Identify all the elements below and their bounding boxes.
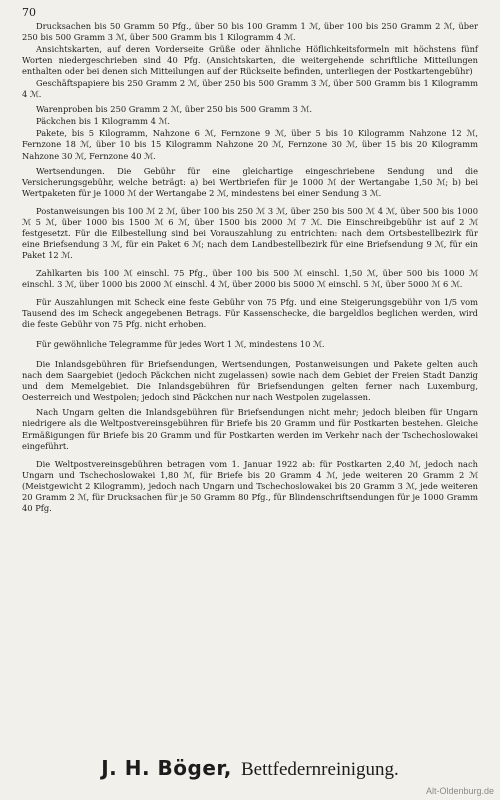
paragraph-geschaeftspapiere: Geschäftspapiere bis 250 Gramm 2 ℳ, über 250 bis 500 Gramm 3 ℳ, über 500 Gramm bis 1 Kilogramm 4 ℳ. [22,78,478,100]
paragraph-warenproben: Warenproben bis 250 Gramm 2 ℳ, über 250 bis 500 Gramm 3 ℳ. [36,104,313,115]
page-number: 70 [22,6,36,19]
paragraph-inlandsgebuehren: Die Inlandsgebühren für Briefsendungen, Wertsendungen, Postanweisungen und Pakete gelten auch nach dem Saargebiet (jedoch Päckchen nicht zugelassen) sowie nach dem Gebiet der Freien Stadt Danzig und dem Memelgebiet. Die Inlandsgebühren für Briefsendungen gelten ferner nach Luxemburg, Oesterreich und Westpolen; jedoch sind Päckchen nur nach Westpolen zugelassen. [22,359,478,403]
advertiser-name: J. H. Böger, [101,756,232,780]
paragraph-ansichtskarten: Ansichtskarten, auf deren Vorderseite Grüße oder ähnliche Höflichkeitsformeln mit höchstens fünf Worten niedergeschrieben sind 40 Pfg. (Ansichtskarten, die weitergehende schriftliche Mitteilungen enthalten oder bei denen sich Mitteilungen auf der Rückseite befinden, unterliegen der Postkartengebühr) [22,44,478,77]
paragraph-postanweisungen: Postanweisungen bis 100 ℳ 2 ℳ, über 100 bis 250 ℳ 3 ℳ, über 250 bis 500 ℳ 4 ℳ, über 500 bis 1000 ℳ 5 ℳ, über 1000 bis 1500 ℳ 6 ℳ, über 1500 bis 2000 ℳ 7 ℳ. Die Einschreibgebühr ist auf 2 ℳ festgesetzt. Für die Eilbestellung sind bei Vorauszahlung zu entrichten: nach dem Ortsbestellbezirk für eine Briefsendung 3 ℳ, für ein Paket 6 ℳ; nach dem Landbestellbezirk für eine Briefsendung 9 ℳ, für ein Paket 12 ℳ. [22,205,478,260]
paragraph-weltpostverein: Die Weltpostvereinsgebühren betragen vom 1. Januar 1922 ab: für Postkarten 2,40 ℳ, jedoch nach Ungarn und Tschechoslowakei 1,80 ℳ, für Briefe bis 20 Gramm 4 ℳ, jede weiteren 20 Gramm 2 ℳ (Meistgewicht 2 Kilogramm), jedoch nach Ungarn und Tschechoslowakei bis 20 Gramm 3 ℳ, jede weiteren 20 Gramm 2 ℳ, für Drucksachen für je 50 Gramm 80 Pfg., für Blindenschriftsendungen für je 1000 Gramm 40 Pfg. [22,458,478,513]
paragraph-wertsendungen: Wertsendungen. Die Gebühr für eine gleichartige eingeschriebene Sendung und die Versicherungsgebühr, welche beträgt: a) bei Wertbriefen für je 1000 ℳ der Wertangabe 1,50 ℳ; b) bei Wertpaketen für je 1000 ℳ der Wertangabe 2 ℳ, mindestens bei einer Sendung 3 ℳ. [22,165,478,198]
paragraph-auszahlungen: Für Auszahlungen mit Scheck eine feste Gebühr von 75 Pfg. und eine Steigerungsgebühr von 1/5 vom Tausend des im Scheck angegebenen Betrags. Für Kassenschecke, die bargeldlos beglichen werden, wird die feste Gebühr von 75 Pfg. nicht erhoben. [22,297,478,330]
paragraph-pakete: Pakete, bis 5 Kilogramm, Nahzone 6 ℳ, Fernzone 9 ℳ, über 5 bis 10 Kilogramm Nahzone 12 ℳ, Fernzone 18 ℳ, über 10 bis 15 Kilogramm Nahzone 20 ℳ, Fernzone 30 ℳ, über 15 bis 20 Kilogramm Nahzone 30 ℳ, Fernzone 40 ℳ. [22,128,478,161]
advertisement [0,756,500,781]
paragraph-paeckchen: Päckchen bis 1 Kilogramm 4 ℳ. [36,116,171,127]
paragraph-telegramme: Für gewöhnliche Telegramme für jedes Wort 1 ℳ, mindestens 10 ℳ. [36,339,325,350]
advertiser-trade: Bettfedernreinigung. [241,759,399,780]
watermark: Alt-Oldenburg.de [425,786,494,796]
paragraph-ungarn: Nach Ungarn gelten die Inlandsgebühren für Briefsendungen nicht mehr; jedoch bleiben für Ungarn niedrigere als die Weltpostvereinsgebühren für Briefe bis 20 Gramm und für Postkarten bestehen. Gleiche Ermäßigungen für Briefe bis 20 Gramm und für Postkarten werden im Verkehr nach der Tschechoslowakei eingeführt. [22,407,478,451]
paragraph-drucksachen: Drucksachen bis 50 Gramm 50 Pfg., über 50 bis 100 Gramm 1 ℳ, über 100 bis 250 Gramm 2 ℳ, über 250 bis 500 Gramm 3 ℳ, über 500 Gramm bis 1 Kilogramm 4 ℳ. [22,21,478,43]
paragraph-zahlkarten: Zahlkarten bis 100 ℳ einschl. 75 Pfg., über 100 bis 500 ℳ einschl. 1,50 ℳ, über 500 bis 1000 ℳ einschl. 3 ℳ, über 1000 bis 2000 ℳ einschl. 4 ℳ, über 2000 bis 5000 ℳ einschl. 5 ℳ, über 5000 ℳ 6 ℳ. [22,267,478,289]
